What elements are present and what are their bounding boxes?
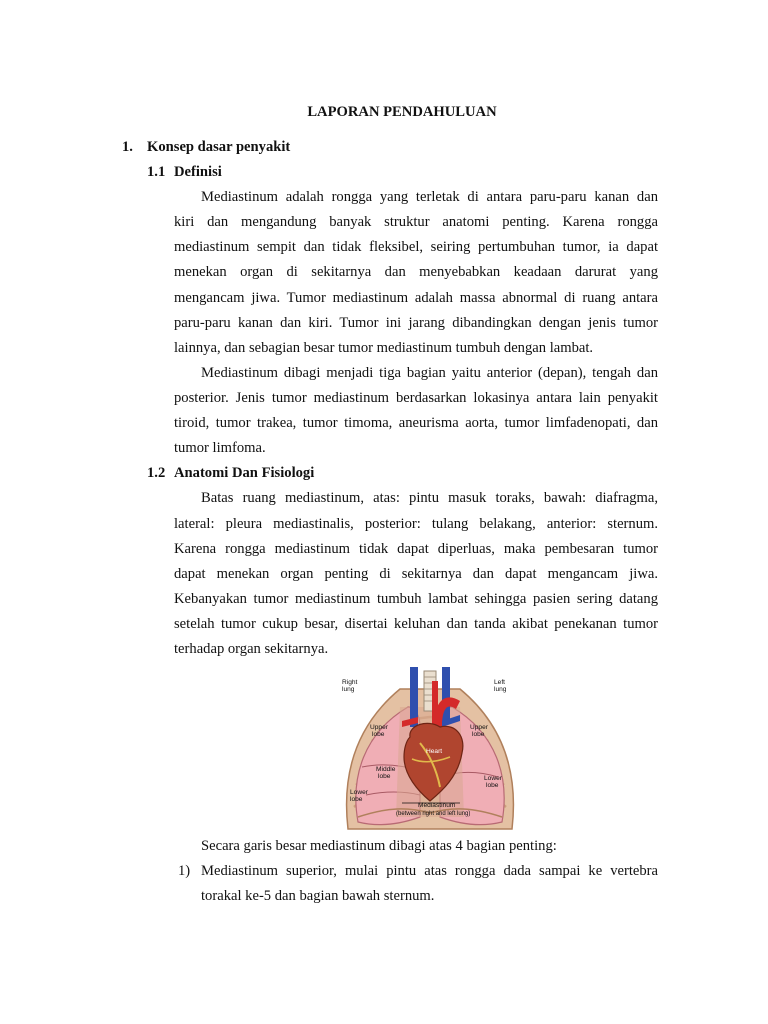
right-lung-label: lung [342,686,355,693]
middle-lobe-label: lobe [378,773,391,780]
paragraph-line: kiri dan mengandung banyak struktur anatomi penting. Karena rongga [174,214,658,230]
paragraph-line: setelah tumor cukup besar, disertai keluhan dan tanda akibat penekanan tumor [174,616,658,632]
paragraph-line: tiroid, tumor trakea, tumor timoma, aneurisma aorta, tumor limfadenopati, dan [174,415,658,431]
paragraph-line: lainnya, dan sebagian besar tumor mediastinum tumbuh dengan lambat. [174,340,594,356]
list-item-number: 1) [178,863,191,879]
paragraph-line: Kebanyakan tumor mediastinum tumbuh lambat sehingga pasien sering datang [174,591,658,607]
subsection-heading: Anatomi Dan Fisiologi [174,465,315,481]
paragraph-line: tumor limfoma. [174,440,266,456]
section-heading: Konsep dasar penyakit [147,139,291,155]
paragraph-line: lateral: pleura mediastinalis, posterior: tulang belakang, anterior: sternum. [174,516,658,532]
mediastinum-sublabel: (between right and left lung) [396,811,471,817]
paragraph-line: dapat menekan organ penting di sekitarnya dan dapat mengancam jiwa. [174,566,658,582]
document-title: LAPORAN PENDAHULUAN [307,104,497,120]
lower-lobe-label: Lower [484,775,502,782]
paragraph-line: terhadap organ sekitarnya. [174,641,329,657]
lower-lobe-label: Lower [350,789,368,796]
mediastinum-label: Mediastinum [418,802,456,809]
paragraph-line: Batas ruang mediastinum, atas: pintu masuk toraks, bawah: diafragma, [201,490,658,506]
subsection-number: 1.1 [147,164,166,180]
upper-lobe-label: Upper [470,724,488,731]
upper-lobe-label: Upper [370,724,388,731]
lower-lobe-label: lobe [486,782,499,789]
middle-lobe-label: Middle [376,766,396,773]
paragraph-line: Secara garis besar mediastinum dibagi atas 4 bagian penting: [201,838,557,854]
left-lung-label: Left [494,679,505,686]
list-item-text: torakal ke-5 dan bagian bawah sternum. [201,888,435,904]
paragraph-line: mengancam jiwa. Tumor mediastinum adalah massa abnormal di ruang antara [174,290,658,306]
chest-anatomy-illustration [338,667,522,832]
upper-lobe-label: lobe [372,731,385,738]
paragraph-line: Mediastinum dibagi menjadi tiga bagian yaitu anterior (depan), tengah dan [201,365,658,381]
section-number: 1. [122,139,133,155]
paragraph-line: mediastinum sempit dan tidak fleksibel, seiring pertumbuhan tumor, ia dapat [174,239,658,255]
paragraph-line: paru-paru kanan dan kiri. Tumor ini jarang dibandingkan dengan jenis tumor [174,315,658,331]
lower-lobe-label: lobe [350,796,363,803]
right-lung-label: Right [342,679,358,686]
heart-label: Heart [426,748,443,755]
list-item-text: Mediastinum superior, mulai pintu atas rongga dada sampai ke vertebra [201,863,658,879]
mediastinum-anatomy-figure [338,667,522,832]
paragraph-line: Karena rongga mediastinum tidak dapat diperluas, maka pembesaran tumor [174,541,658,557]
paragraph-line: Mediastinum adalah rongga yang terletak di antara paru-paru kanan dan [201,189,658,205]
subsection-heading: Definisi [174,164,222,180]
paragraph-line: menekan organ di sekitarnya dan menyebabkan keadaan darurat yang [174,264,658,280]
upper-lobe-label: lobe [472,731,485,738]
paragraph-line: posterior. Jenis tumor mediastinum berdasarkan lokasinya antara lain penyakit [174,390,658,406]
left-lung-label: lung [494,686,507,693]
subsection-number: 1.2 [147,465,166,481]
